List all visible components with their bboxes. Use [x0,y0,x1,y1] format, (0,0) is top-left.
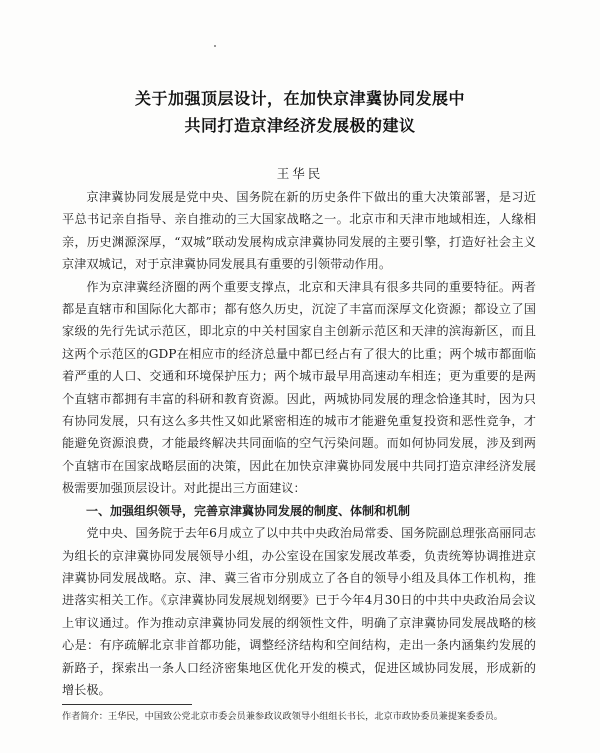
scan-speck [214,45,216,47]
section-heading-1: 一、加强组织领导，完善京津冀协同发展的制度、体制和机制 [86,503,411,518]
article-title-line-1: 关于加强顶层设计，在加快京津冀协同发展中 [134,89,465,108]
author-footnote: 作者简介：王华民，中国致公党北京市委会员兼参政议政领导小组组长书长，北京市政协委员兼提案委委员。 [62,711,503,722]
article-title-line-2: 共同打造京津经济发展极的建议 [184,116,416,135]
footnote-divider [62,704,192,705]
paragraph-section-1: 党中央、国务院于去年6月成立了以中共中央政治局常委、国务院副总理张高丽同志为组长的京津冀协同发展领导小组，办公室设在国家发展改革委，负责统筹协调推进京津冀协同发展战略。京、津、冀三省市分别成立了各自的领导小组及具体工作机构，推进落实相关工作。《京津冀协同发展规划纲要》已于今年4月30日的中共中央政治局会议上审议通过。作为推动京津冀协同发展的纲领性文件，明确了京津冀协同发展战略的核心是：有序疏解北京非首都功能，调整经济结构和空间结构，走出一条内涵集约发展的新路子，探索出一条人口经济密集地区优化开发的模式，促进区域协同发展，形成新的增长极。 [62,526,536,697]
author-name: 王华民 [276,166,324,181]
article-body [62,186,536,701]
paragraph-common-features: 作为京津冀经济圈的两个重要支撑点，北京和天津具有很多共同的重要特征。两者都是直辖市和国际化大都市；都有悠久历史，沉淀了丰富而深厚文化资源；都设立了国家级的先行先试示范区，即北京的中关村国家自主创新示范区和天津的滨海新区，而且这两个示范区的GDP在相应市的经济总量中都已经占有了很大的比重；两个城市都面临着严重的人口、交通和环境保护压力；两个城市最早用高速动车相连；更为重要的是两个直辖市都拥有丰富的科研和教育资源。因此，两城协同发展的理念恰逢其时，因为只有协同发展，只有这么多共性又如此紧密相连的城市才能避免重复投资和恶性竞争，才能避免资源浪费，才能最终解决共同面临的空气污染问题。而如何协同发展，涉及到两个直辖市在国家战略层面的决策，因此在加快京津冀协同发展中共同打造京津经济发展极需要加强顶层设计。对此提出三方面建议： [62,279,536,496]
paragraph-intro: 京津冀协同发展是党中央、国务院在新的历史条件下做出的重大决策部署，是习近平总书记亲自指导、亲自推动的三大国家战略之一。北京市和天津市地域相连，人缘相亲，历史渊源深厚，“双城”联动发展构成京津冀协同发展的主要引擎，打造好社会主义京津双城记，对于京津冀协同发展具有重要的引领带动作用。 [62,190,536,272]
